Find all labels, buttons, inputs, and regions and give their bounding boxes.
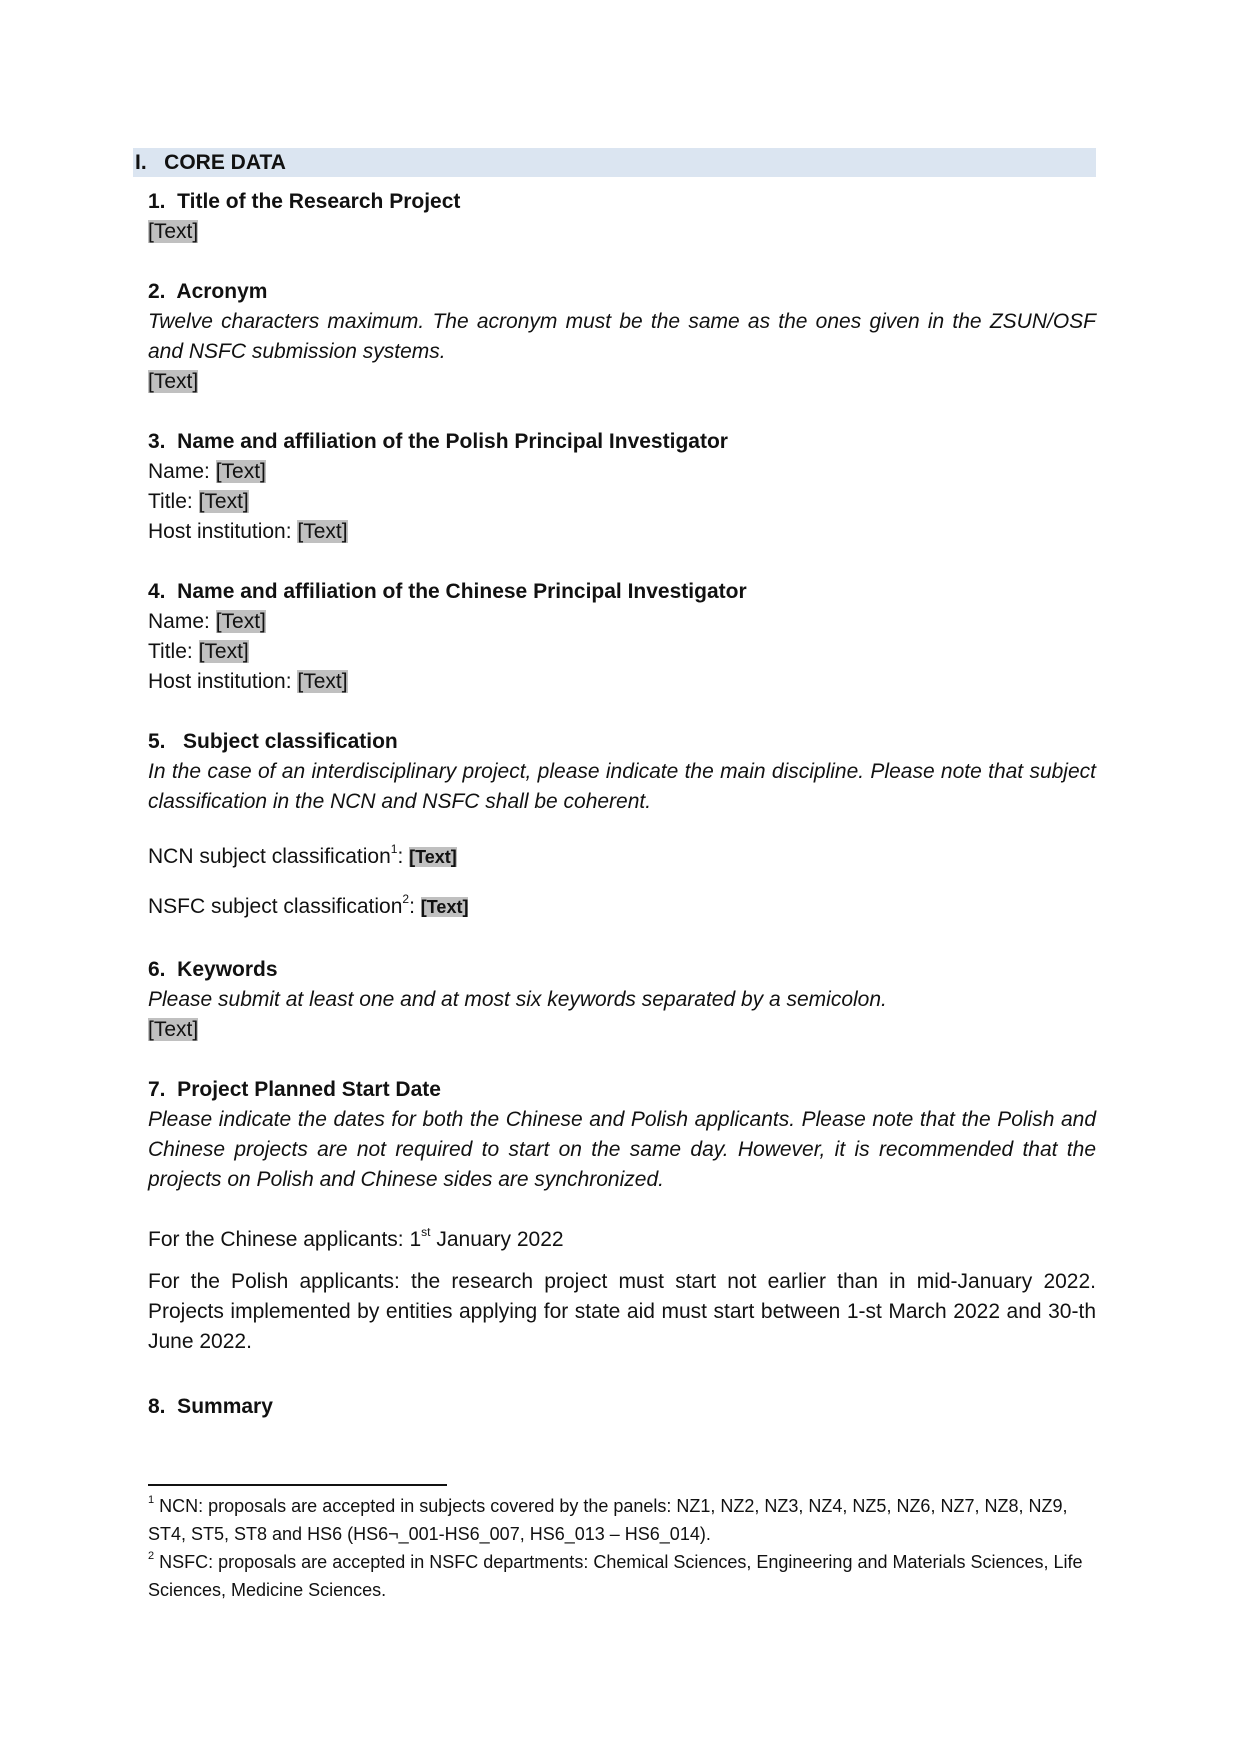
text-placeholder-field[interactable]: [Text] — [148, 220, 199, 243]
keywords-placeholder-field[interactable]: [Text] — [148, 1018, 199, 1041]
item-title-of-project — [148, 187, 1096, 247]
text-placeholder-field[interactable]: [Text] — [148, 370, 199, 393]
host-institution-placeholder-field[interactable]: [Text] — [297, 670, 348, 693]
item-heading: 6. Keywords — [148, 958, 278, 981]
item-summary — [148, 1392, 1096, 1422]
item-chinese-pi — [148, 577, 1096, 697]
item-polish-pi — [148, 427, 1096, 547]
item-start-date — [148, 1075, 1096, 1195]
chinese-start-date: For the Chinese applicants: 1st January 2022 — [148, 1225, 564, 1251]
nsfc-placeholder-field[interactable]: [Text] — [420, 897, 469, 917]
title-placeholder-field[interactable]: [Text] — [198, 640, 249, 663]
ncn-placeholder-field[interactable]: [Text] — [409, 847, 457, 867]
field-nsfc-classification: NSFC subject classification$^2$: [Text] — [148, 892, 469, 918]
item-heading: 5. Subject classification — [148, 730, 398, 753]
item-acronym — [148, 277, 1096, 397]
field-title: Title: [Text] — [148, 490, 249, 513]
field-host-institution: Host institution: [Text] — [148, 520, 348, 543]
footnote-ref-2[interactable]: 2 — [402, 892, 410, 906]
item-heading: 3. Name and affiliation of the Polish Principal Investigator — [148, 430, 728, 453]
field-name: Name: [Text] — [148, 460, 266, 483]
item-subject-classification — [148, 727, 1096, 817]
name-placeholder-field[interactable]: [Text] — [215, 610, 266, 633]
footnote-ref-1[interactable]: 1 — [390, 842, 398, 856]
item-heading: 7. Project Planned Start Date — [148, 1078, 441, 1101]
footnote-separator — [148, 1484, 447, 1486]
name-placeholder-field[interactable]: [Text] — [215, 460, 266, 483]
field-title: Title: [Text] — [148, 640, 249, 663]
field-ncn-classification: NCN subject classification$^1$: [Text] — [148, 842, 457, 868]
item-heading: 2. Acronym — [148, 280, 268, 303]
item-heading: 4. Name and affiliation of the Chinese Principal Investigator — [148, 580, 747, 603]
title-placeholder-field[interactable]: [Text] — [198, 490, 249, 513]
item-instruction: Twelve characters maximum. The acronym must be the same as the ones given in the ZSUN/OSF and NSFC submission systems. — [148, 310, 1096, 363]
item-instruction: Please submit at least one and at most six keywords separated by a semicolon. — [148, 988, 887, 1011]
section-title: I. CORE DATA — [135, 151, 286, 174]
item-instruction: In the case of an interdisciplinary project, please indicate the main discipline. Please note that subject classification in the NCN and NSFC shall be coherent. — [148, 760, 1096, 813]
footnote-2: $^2$ NSFC: proposals are accepted in NSFC departments: Chemical Sciences, Engineering and Materials Sciences, Life Sciences, Medicine Sciences. — [148, 1550, 1083, 1600]
item-heading: 8. Summary — [148, 1395, 273, 1418]
host-institution-placeholder-field[interactable]: [Text] — [297, 520, 348, 543]
field-host-institution: Host institution: [Text] — [148, 670, 348, 693]
item-keywords — [148, 955, 1096, 1045]
item-heading: 1. Title of the Research Project — [148, 190, 461, 213]
polish-start-date: For the Polish applicants: the research project must start not earlier than in mid-January 2022. Projects implemented by entities applying for state aid must start between 1-st March 2022 and 30-th June 2022. — [148, 1270, 1096, 1353]
field-name: Name: [Text] — [148, 610, 266, 633]
footnote-1: $^1$ NCN: proposals are accepted in subjects covered by the panels: NZ1, NZ2, NZ3, NZ4, NZ5, NZ6, NZ7, NZ8, NZ9, ST4, ST5, ST8 and HS6 (HS6¬_001-HS6_007, HS6_013 – HS6_014). — [148, 1494, 1068, 1544]
item-instruction: Please indicate the dates for both the Chinese and Polish applicants. Please note that the Polish and Chinese projects are not required to start on the same day. However, it is recommended that the projects on Polish and Chinese sides are synchronized. — [148, 1108, 1096, 1191]
